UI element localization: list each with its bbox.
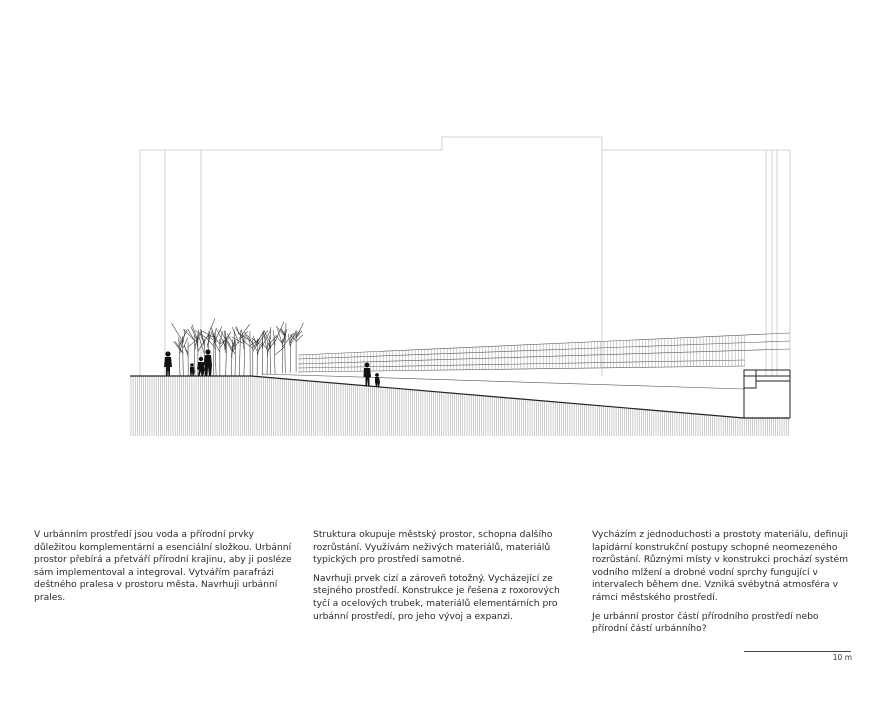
rod-branch [296, 323, 303, 339]
rod-branch [183, 329, 185, 342]
rod-trunk [290, 334, 291, 373]
person-figure [204, 349, 212, 376]
ramp-end-structure [744, 370, 790, 418]
ground-line [130, 376, 790, 418]
paragraph: Navrhuji prvek cizí a zároveň totožný. Vycházející ze stejného prostředí. Konstrukce je řešena z roxorových tyčí a ocelových trubek, materiálů elementárních pro urbánní prostředí, pro jeho vývoj a expanzi. [313, 572, 560, 622]
rod-trunk [285, 331, 286, 373]
paragraph: Je urbánní prostor částí přírodního prostředí nebo přírodní částí urbánního? [592, 610, 819, 635]
ramp-underside [262, 374, 744, 389]
rod-trunk [231, 339, 232, 376]
scale-bar [744, 651, 851, 652]
rod-branch [290, 330, 300, 345]
rod-branch [213, 327, 222, 345]
rod-branch [285, 323, 286, 342]
rod-trunk [270, 336, 271, 375]
paragraph: V urbánním prostředí jsou voda a přírodní prvky důležitou komplementární a esenciální složkou. Urbánní prostor přebírá a přetváří přírodní krajinu, aby ji posléze sám implementoval a integroval. Vytvářím parafrázi deštného pralesa v prostoru města. Navrhuji urbánní prales. [34, 529, 292, 603]
text-column-2 [313, 529, 575, 629]
paragraph: Struktura okupuje městský prostor, schopna dalšího rozrůstání. Využívám neživých materiálů, materiálů typických pro prostředí samotné. [313, 529, 553, 566]
rod-branch [211, 326, 216, 343]
rod-branch [183, 338, 188, 348]
rod-branch [183, 329, 195, 341]
text-column-1 [34, 529, 296, 611]
ground-hatch [131, 376, 788, 436]
rod-branch [172, 323, 184, 342]
child-figure [190, 363, 195, 376]
human-figures [164, 349, 380, 387]
rod-trunk [213, 333, 214, 376]
paragraph: Vycházím z jednoduchosti a prostoty materiálu, definuji lapidární konstrukční postupy schopné neomezeného rozrůstání. Různými místy v konstrukci prochází systém vodního mlžení a drobné vodní sprchy fungující v intervalech během dne. Vzniká svébytná atmosféra v rámci městského prostředí. [592, 529, 849, 603]
rod-branch [275, 347, 285, 355]
child-figure [375, 373, 380, 387]
rod-branch [288, 334, 290, 347]
scale-bar-label: 10 m [832, 653, 852, 662]
background-buildings [140, 137, 790, 392]
person-figure [364, 363, 372, 386]
rod-branch [276, 326, 285, 337]
text-column-3 [592, 529, 854, 642]
rod-branch [184, 346, 188, 357]
